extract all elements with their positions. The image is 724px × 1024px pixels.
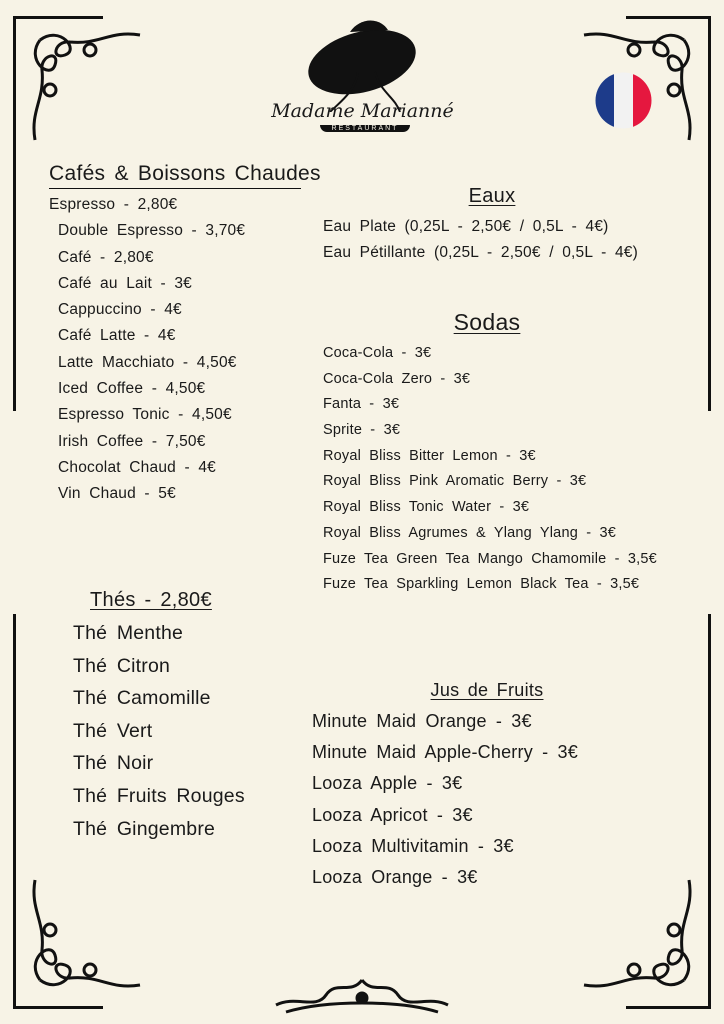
restaurant-logo	[270, 12, 455, 142]
list-item: Espresso - 2,80€	[49, 196, 178, 213]
list-item: Looza Apple - 3€	[312, 773, 463, 794]
eaux-list	[323, 214, 638, 266]
list-item: Coca-Cola Zero - 3€	[323, 370, 471, 387]
list-item: Double Espresso - 3,70€	[58, 222, 246, 240]
frame-right-bottom	[708, 614, 711, 1009]
brand-name: Madame Marianné	[271, 100, 454, 122]
list-item: Café au Lait - 3€	[58, 274, 193, 292]
list-item: Looza Apricot - 3€	[312, 804, 473, 825]
frame-top-right	[626, 16, 711, 19]
frame-top-left	[13, 16, 103, 19]
list-item: Chocolat Chaud - 4€	[58, 458, 216, 476]
jus-heading: Jus de Fruits	[430, 680, 544, 700]
ornament-bottom-right-icon	[574, 870, 704, 1000]
sodas-heading: Sodas	[453, 309, 521, 335]
list-item: Café - 2,80€	[58, 248, 154, 266]
thes-heading: Thés - 2,80€	[90, 589, 212, 611]
frame-left-top	[13, 16, 16, 411]
list-item: Royal Bliss Bitter Lemon - 3€	[323, 447, 536, 464]
list-item: Minute Maid Apple-Cherry - 3€	[312, 742, 578, 763]
list-item: Coca-Cola - 3€	[323, 345, 432, 361]
list-item: Irish Coffee - 7,50€	[58, 432, 206, 450]
list-item: Fuze Tea Green Tea Mango Chamomile - 3,5€	[323, 550, 657, 567]
list-item: Royal Bliss Pink Aromatic Berry - 3€	[323, 473, 587, 490]
ornament-bottom-center-icon	[266, 970, 458, 1020]
list-item: Thé Noir	[73, 752, 154, 775]
eaux-heading: Eaux	[468, 185, 516, 207]
list-item: Royal Bliss Agrumes & Ylang Ylang - 3€	[323, 524, 616, 541]
list-item: Thé Fruits Rouges	[73, 784, 245, 807]
list-item: Minute Maid Orange - 3€	[312, 711, 532, 731]
list-item: Café Latte - 4€	[58, 327, 176, 345]
thes-list	[73, 617, 245, 845]
cafes-heading: Cafés & Boissons Chaudes	[49, 162, 321, 185]
list-item: Eau Plate (0,25L - 2,50€ / 0,5L - 4€)	[323, 218, 609, 235]
list-item: Eau Pétillante (0,25L - 2,50€ / 0,5L - 4€)	[323, 244, 638, 261]
frame-bottom-right	[626, 1006, 711, 1009]
list-item: Cappuccino - 4€	[58, 301, 182, 319]
list-item: Thé Gingembre	[73, 817, 216, 840]
sodas-list	[323, 341, 657, 598]
frame-right-top	[708, 16, 711, 411]
list-item: Royal Bliss Tonic Water - 3€	[323, 499, 530, 516]
list-item: Looza Multivitamin - 3€	[312, 835, 514, 856]
frame-left-bottom	[13, 614, 16, 1009]
france-flag-icon	[595, 72, 652, 129]
list-item: Fuze Tea Sparkling Lemon Black Tea - 3,5€	[323, 576, 640, 593]
list-item: Looza Orange - 3€	[312, 866, 478, 887]
lady-hat-logo-icon	[270, 12, 455, 112]
frame-bottom-left	[13, 1006, 103, 1009]
list-item: Latte Macchiato - 4,50€	[58, 353, 237, 371]
cafes-heading-underline	[49, 188, 301, 189]
brand-subtitle: RESTAURANT	[320, 125, 410, 132]
list-item: Thé Vert	[73, 719, 153, 742]
list-item: Fanta - 3€	[323, 396, 400, 413]
ornament-top-left-icon	[20, 20, 150, 150]
list-item: Vin Chaud - 5€	[58, 485, 176, 503]
list-item: Thé Camomille	[73, 687, 211, 710]
ornament-bottom-left-icon	[20, 870, 150, 1000]
list-item: Sprite - 3€	[323, 422, 401, 439]
list-item: Iced Coffee - 4,50€	[58, 380, 206, 398]
cafes-list	[49, 192, 245, 508]
list-item: Thé Menthe	[73, 622, 184, 644]
list-item: Thé Citron	[73, 654, 171, 677]
jus-list	[312, 706, 578, 893]
list-item: Espresso Tonic - 4,50€	[58, 406, 232, 424]
